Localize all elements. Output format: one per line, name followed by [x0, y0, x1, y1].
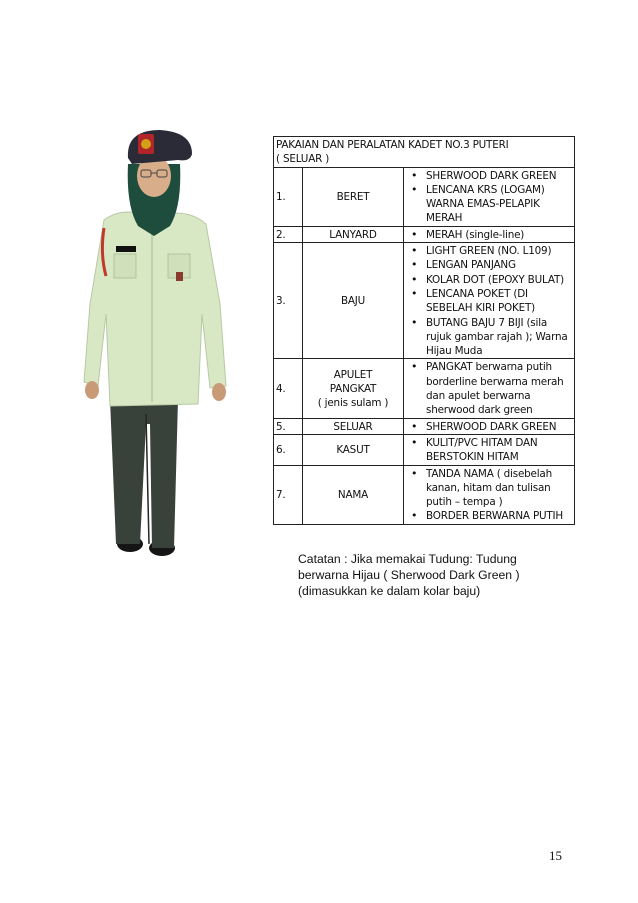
- row-number: 3.: [274, 243, 303, 359]
- item-description: [404, 434, 575, 465]
- table-row: [274, 465, 575, 524]
- description-item: • MERAH (single-line): [406, 228, 572, 242]
- description-list: [406, 436, 572, 465]
- item-name-line: LANYARD: [329, 228, 377, 241]
- row-number: 6.: [274, 434, 303, 465]
- description-list: [406, 467, 572, 524]
- row-number: 5.: [274, 418, 303, 434]
- item-description: [404, 243, 575, 359]
- table-row: [274, 167, 575, 226]
- description-item: • KULIT/PVC HITAM DAN BERSTOKIN HITAM: [406, 436, 572, 465]
- row-number: 1.: [274, 167, 303, 226]
- item-description: [404, 465, 575, 524]
- description-item: • SHERWOOD DARK GREEN: [406, 169, 572, 183]
- description-list: [406, 420, 572, 434]
- description-item: • LENCANA POKET (DI SEBELAH KIRI POKET): [406, 287, 572, 316]
- row-number: 2.: [274, 226, 303, 242]
- shirt: [84, 212, 226, 406]
- description-item: • LENCANA KRS (LOGAM) WARNA EMAS-PELAPIK MERAH: [406, 183, 572, 226]
- table-row: [274, 243, 575, 359]
- table-title-row: [274, 137, 575, 168]
- beret: [128, 130, 192, 164]
- description-item: • SHERWOOD DARK GREEN: [406, 420, 572, 434]
- description-item: • LIGHT GREEN (NO. L109): [406, 244, 572, 258]
- item-description: [404, 359, 575, 418]
- table-title-line-2: ( SELUAR ): [276, 153, 330, 166]
- item-name: [303, 418, 404, 434]
- item-name-line: BERET: [336, 191, 370, 204]
- description-item: • PANGKAT berwarna putih borderline berwarna merah dan apulet berwarna sherwood dark green: [406, 360, 572, 417]
- table-row: [274, 226, 575, 242]
- table-row: [274, 359, 575, 418]
- description-item: • LENGAN PANJANG: [406, 258, 572, 272]
- description-list: [406, 244, 572, 358]
- item-name: [303, 243, 404, 359]
- row-number: 7.: [274, 465, 303, 524]
- description-item: • KOLAR DOT (EPOXY BULAT): [406, 273, 572, 287]
- item-name: [303, 359, 404, 418]
- description-item: • BORDER BERWARNA PUTIH: [406, 509, 572, 523]
- item-name-line: ( jenis sulam ): [317, 397, 389, 410]
- description-item: • BUTANG BAJU 7 BIJI (sila rujuk gambar rajah ); Warna Hijau Muda: [406, 316, 572, 359]
- item-description: [404, 226, 575, 242]
- row-number: 4.: [274, 359, 303, 418]
- note-text: Catatan : Jika memakai Tudung: Tudung berwarna Hijau ( Sherwood Dark Green ) (dimasukkan ke dalam kolar baju): [298, 552, 520, 598]
- page-number: 15: [549, 848, 562, 863]
- item-name: [303, 226, 404, 242]
- pocket-badge: [176, 272, 183, 281]
- name-tag: [116, 246, 136, 252]
- table-row: [274, 418, 575, 434]
- uniform-table: [273, 136, 575, 525]
- table-row: [274, 434, 575, 465]
- item-name-line: NAMA: [337, 488, 369, 501]
- table-title: [274, 137, 575, 168]
- item-name: [303, 465, 404, 524]
- item-description: [404, 167, 575, 226]
- trousers: [110, 399, 178, 548]
- item-description: [404, 418, 575, 434]
- item-name-line: SELUAR: [333, 420, 373, 433]
- item-name: [303, 434, 404, 465]
- item-name-line: BAJU: [340, 295, 366, 308]
- item-name-line: PANGKAT: [329, 382, 377, 395]
- item-name: [303, 167, 404, 226]
- cadet-uniform-photo: [80, 124, 230, 560]
- item-name-line: APULET: [333, 368, 373, 381]
- description-list: [406, 228, 572, 242]
- description-list: [406, 169, 572, 226]
- description-item: • TANDA NAMA ( disebelah kanan, hitam dan tulisan putih – tempa ): [406, 467, 572, 510]
- table-title-line-1: PAKAIAN DAN PERALATAN KADET NO.3 PUTERI: [276, 139, 509, 151]
- description-list: [406, 360, 572, 417]
- item-name-line: KASUT: [336, 444, 370, 457]
- cadet-illustration: [80, 124, 230, 560]
